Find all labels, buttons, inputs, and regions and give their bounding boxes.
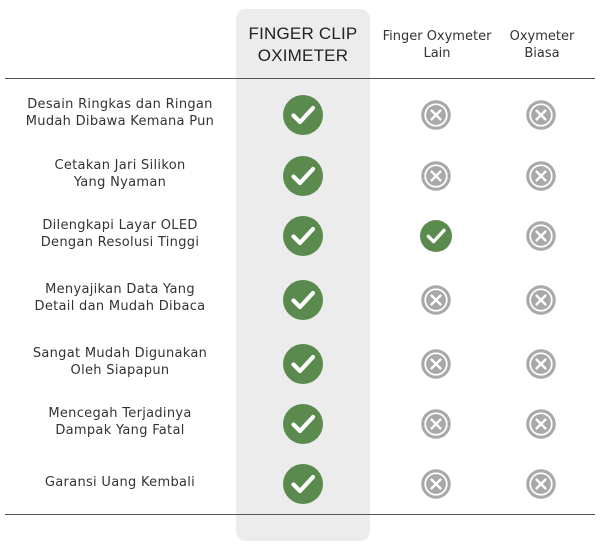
feature-label-line: Menyajikan Data Yang: [45, 282, 195, 297]
x-circle-icon: [525, 220, 557, 252]
feature-label-line: Mudah Dibawa Kemana Pun: [25, 114, 215, 129]
check-circle-icon: [283, 216, 323, 256]
table-top-divider: [5, 78, 595, 79]
feature-label: [8, 96, 232, 130]
check-circle-icon: [283, 156, 323, 196]
feature-label-line: Desain Ringkas dan Ringan: [27, 97, 213, 112]
x-circle-icon: [420, 99, 452, 131]
x-circle-icon: [525, 468, 557, 500]
header-title-line: OXIMETER: [257, 46, 349, 65]
table-bottom-divider: [5, 514, 595, 515]
feature-label: [8, 405, 232, 439]
check-circle-icon: [283, 404, 323, 444]
feature-label-line: Cetakan Jari Silikon: [54, 158, 186, 173]
check-circle-icon: [283, 464, 323, 504]
feature-label: [8, 281, 232, 315]
feature-label-line: Yang Nyaman: [73, 175, 167, 190]
feature-label: [8, 345, 232, 379]
feature-label-line: Garansi Uang Kembali: [44, 474, 196, 490]
check-circle-icon: [283, 95, 323, 135]
header-oxymeter-biasa: [492, 28, 592, 62]
feature-label-line: Detail dan Mudah Dibaca: [34, 299, 206, 314]
header-title-line: Biasa: [524, 46, 560, 61]
check-circle-icon: [420, 220, 452, 252]
featured-column-highlight: [236, 9, 370, 541]
feature-label-line: Mencegah Terjadinya: [48, 406, 192, 421]
header-title-line: Finger Oxymeter: [382, 29, 492, 44]
check-circle-icon: [283, 280, 323, 320]
header-finger-clip-oximeter: [236, 23, 370, 67]
x-circle-icon: [525, 348, 557, 380]
header-finger-oxymeter-lain: [372, 28, 502, 62]
header-title-line: Lain: [423, 46, 451, 61]
x-circle-icon: [420, 408, 452, 440]
feature-label: [8, 157, 232, 191]
feature-label-line: Oleh Siapapun: [70, 363, 170, 378]
x-circle-icon: [420, 468, 452, 500]
feature-label-line: Dampak Yang Fatal: [55, 423, 185, 438]
header-title-line: FINGER CLIP: [248, 24, 358, 43]
x-circle-icon: [420, 284, 452, 316]
feature-label-line: Dengan Resolusi Tinggi: [40, 235, 200, 250]
feature-label: [8, 474, 232, 491]
header-title-line: Oxymeter: [509, 29, 575, 44]
x-circle-icon: [420, 348, 452, 380]
x-circle-icon: [525, 284, 557, 316]
check-circle-icon: [283, 344, 323, 384]
x-circle-icon: [525, 160, 557, 192]
feature-label-line: Sangat Mudah Digunakan: [32, 346, 208, 361]
feature-label-line: Dilengkapi Layar OLED: [42, 218, 198, 233]
feature-label: [8, 217, 232, 251]
x-circle-icon: [525, 99, 557, 131]
x-circle-icon: [420, 160, 452, 192]
x-circle-icon: [525, 408, 557, 440]
